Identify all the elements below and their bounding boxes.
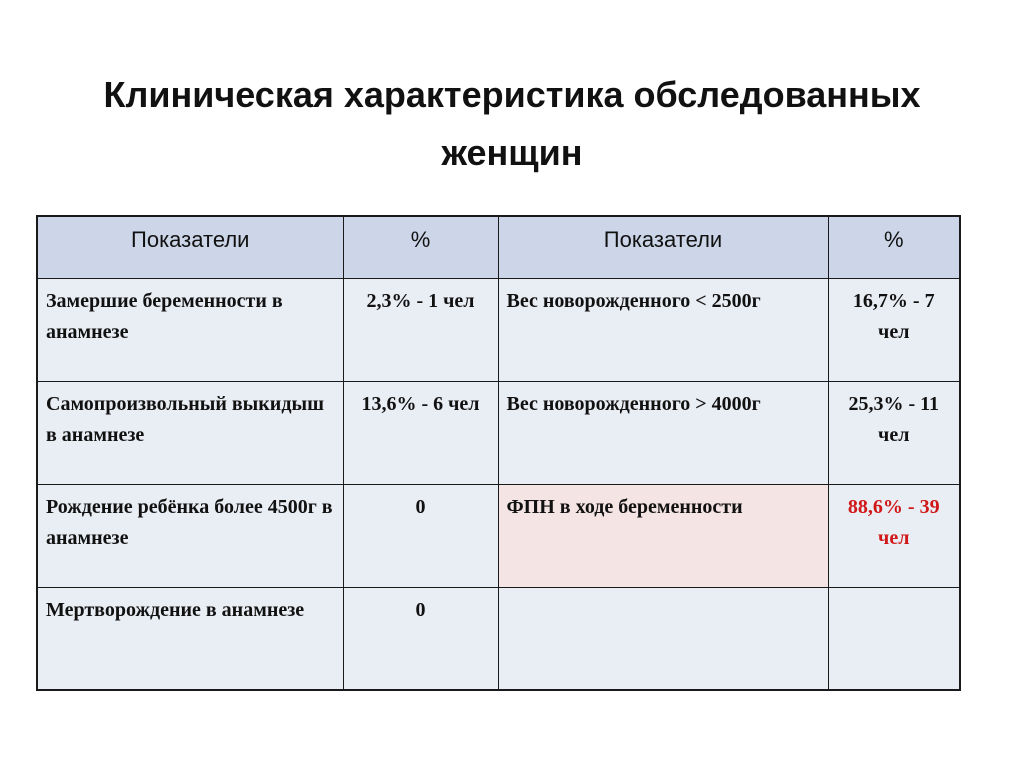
header-percent-left: % bbox=[343, 216, 498, 278]
table-row bbox=[37, 587, 960, 690]
row-1-right-value: 16,7% - 7 чел bbox=[828, 278, 960, 381]
header-percent-right: % bbox=[828, 216, 960, 278]
row-2-left-label: Самопроизвольный выкидыш в анамнезе bbox=[37, 381, 343, 484]
row-3-right-label-highlighted: ФПН в ходе беременности bbox=[498, 484, 828, 587]
header-indicators-right: Показатели bbox=[498, 216, 828, 278]
row-3-left-value: 0 bbox=[343, 484, 498, 587]
row-2-right-label: Вес новорожденного > 4000г bbox=[498, 381, 828, 484]
slide-title bbox=[0, 66, 1024, 182]
row-4-right-value-empty bbox=[828, 587, 960, 690]
slide-title-line-1: Клиническая характеристика обследованных bbox=[103, 74, 921, 115]
table-header-row bbox=[37, 216, 960, 278]
row-3-left-label: Рождение ребёнка более 4500г в анамнезе bbox=[37, 484, 343, 587]
table-row bbox=[37, 381, 960, 484]
slide-title-line-2: женщин bbox=[441, 132, 583, 173]
row-3-right-value-highlighted: 88,6% - 39 чел bbox=[828, 484, 960, 587]
row-2-left-value: 13,6% - 6 чел bbox=[343, 381, 498, 484]
header-indicators-left: Показатели bbox=[37, 216, 343, 278]
row-1-left-label: Замершие беременности в анамнезе bbox=[37, 278, 343, 381]
table-row bbox=[37, 278, 960, 381]
clinical-characteristics-table bbox=[36, 215, 961, 691]
row-4-left-label: Мертворождение в анамнезе bbox=[37, 587, 343, 690]
row-4-right-label-empty bbox=[498, 587, 828, 690]
row-4-left-value: 0 bbox=[343, 587, 498, 690]
row-2-right-value: 25,3% - 11 чел bbox=[828, 381, 960, 484]
row-1-left-value: 2,3% - 1 чел bbox=[343, 278, 498, 381]
row-1-right-label: Вес новорожденного < 2500г bbox=[498, 278, 828, 381]
table-row bbox=[37, 484, 960, 587]
